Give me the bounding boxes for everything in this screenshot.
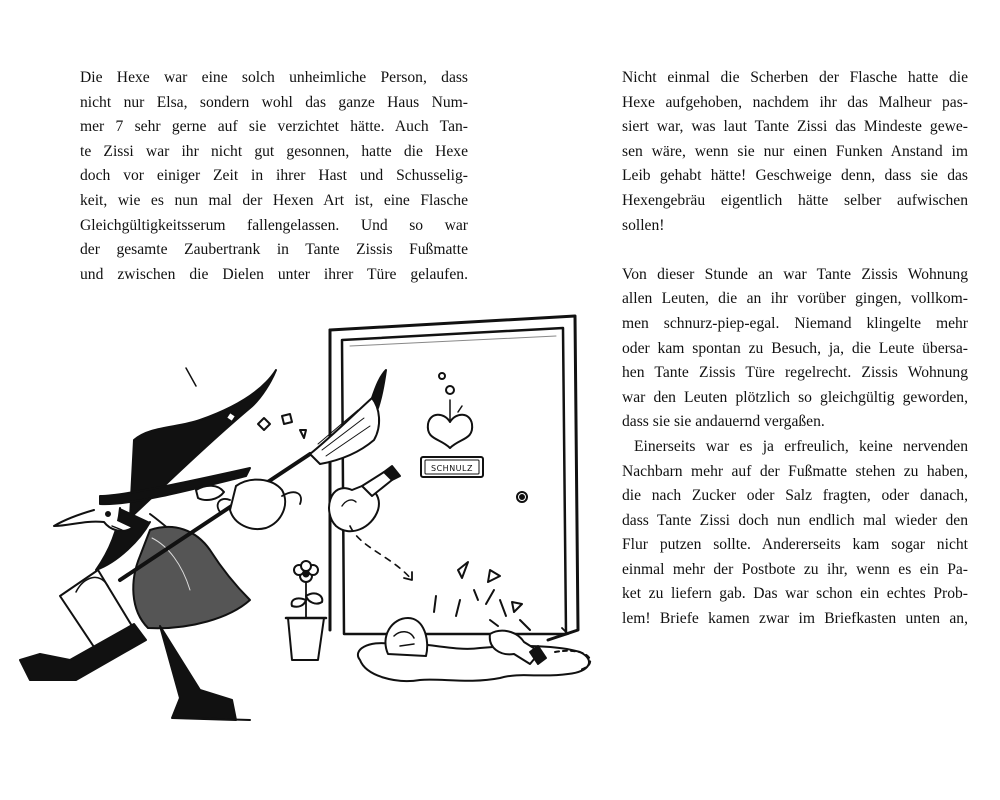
witch-door-illustration [0,300,640,730]
text-line: nicht nur Elsa, sondern wohl das ganze Haus Num- [80,93,468,111]
text-line: mer 7 sehr gerne auf sie verzichtet hätte. Auch Tan- [80,118,468,136]
text-line: Einerseits war es ja erfreulich, keine nervenden [634,437,968,455]
text-line: Flur putzen sollte. Andererseits kam sogar nicht [622,536,968,554]
text-line: dass Tante Zissi doch nun endlich mal wieder den [622,511,968,529]
door-name-plate [421,457,483,477]
text-line: lem! Briefe kamen zwar im Briefkasten unten an, [622,610,968,628]
text-line: und zwischen die Dielen unter ihrer Türe gelaufen. [80,265,468,283]
text-line: Von dieser Stunde an war Tante Zissis Wohnung [622,265,968,283]
text-line: die nach Zucker oder Salz fragten, oder danach, [622,487,968,505]
text-line: men schnurz-piep-egal. Niemand klingelte mehr [622,314,968,332]
floor-shadow-line [184,718,250,720]
text-line: hen Tante Zissis Türe regelrecht. Zissis Wohnung [622,364,968,382]
left-page-text [80,66,468,287]
text-line: allen Leuten, die an ihr vorüber gingen, vollkom- [622,290,968,308]
text-line: Leib gehabt hätte! Geschweige denn, dass sie das [622,167,968,185]
text-line: siert war, was laut Tante Zissi das Mindeste gewe- [622,118,968,136]
paragraph [622,263,968,435]
text-line: doch vor einiger Zeit in ihrer Hast und Schusselig- [80,167,468,185]
text-line: oder kam spontan zu Besuch, ja, die Leute übersa- [622,339,968,357]
paragraph [622,66,968,238]
text-line: dass sie sie andauernd vergaßen. [622,413,825,431]
text-line: Nachbarn mehr auf der Fußmatte stehen zu haben, [622,462,968,480]
text-line: der gesamte Zaubertrank in Tante Zissis Fußmatte [80,241,468,259]
right-page-text [622,66,968,632]
paragraph [622,435,968,632]
text-line: keit, wie es nun mal der Hexen Art ist, eine Flasche [80,191,468,209]
text-line: te Zissi war ihr nicht gut gesonnen, hatte die Hexe [80,142,468,160]
flower-pot [286,561,326,660]
text-line: ket zu liefern gab. Das war schon ein echtes Prob- [622,585,968,603]
text-line: Gleichgültigkeitsserum fallengelassen. Und so war [80,216,468,234]
text-line: war den Leuten plötzlich so gleichgültig geworden, [622,388,968,406]
door [330,316,578,640]
text-line: Nicht einmal die Scherben der Flasche hatte die [622,69,968,86]
door-plate-label: SCHNULZ [431,464,473,473]
text-line: Hexengebräu eigentlich hätte selber aufwischen [622,191,968,209]
paragraph-gap [622,238,968,263]
text-line: Hexe aufgehoben, nachdem ihr das Malheur pas- [622,93,968,111]
text-line: einmal mehr der Postbote zu ihr, wenn es ein Pa- [622,560,968,578]
text-line: Die Hexe war eine solch unheimliche Person, dass [80,69,468,86]
text-line: sen wäre, wenn sie nur einen Funken Anstand im [622,142,968,160]
text-line: sollen! [622,216,665,234]
